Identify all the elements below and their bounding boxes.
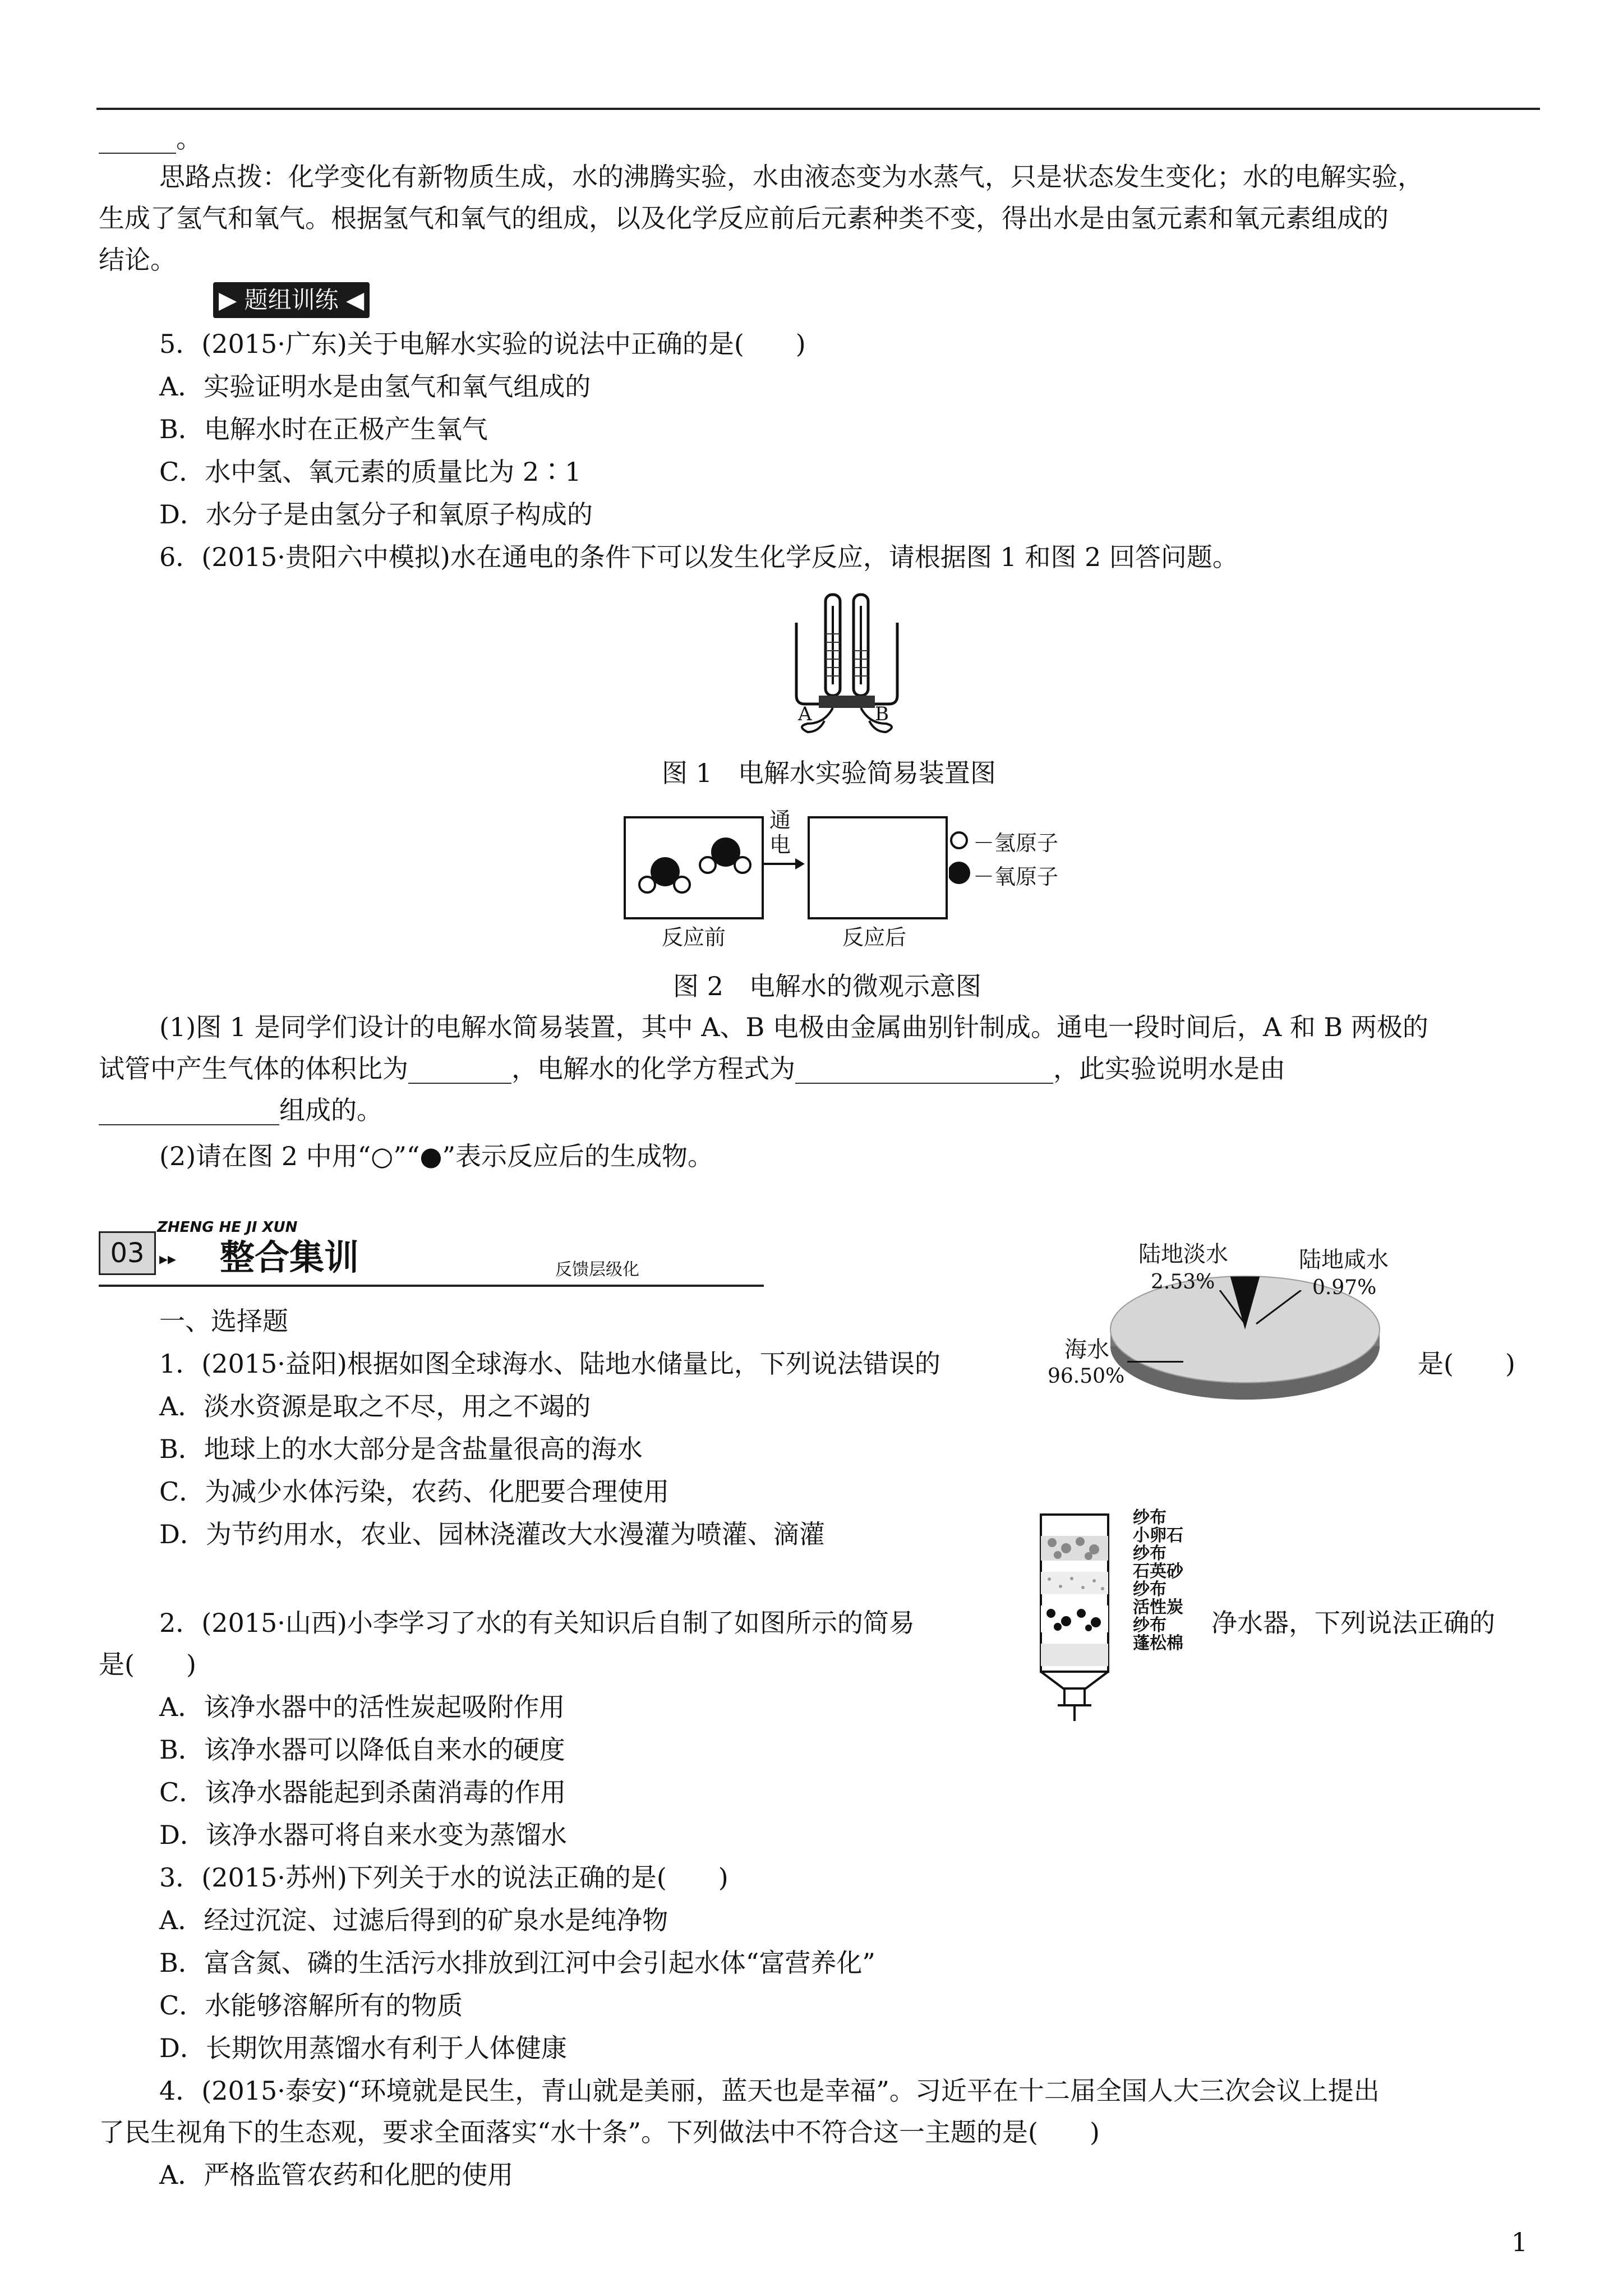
q2-option-d: D．该净水器可将自来水变为蒸馏水 (159, 1820, 567, 1850)
q1-option-d: D．为节约用水，农业、园林浇灌改大水漫灌为喷灌、滴灌 (159, 1519, 825, 1549)
section-title: 整合集训 (220, 1237, 359, 1278)
q6-part1-line1: (1)图 1 是同学们设计的电解水简易装置，其中 A、B 电极由金属曲别针制成。通电一段时间后，A 和 B 两极的 (159, 1012, 1428, 1042)
pie-label-fresh-value: 2.53% (1151, 1271, 1215, 1294)
reaction-before-box (624, 816, 764, 919)
play-right-icon: ▶ (219, 286, 237, 314)
water-filter-figure (1035, 1509, 1114, 1722)
q4-option-a: A．严格监管农药和化肥的使用 (159, 2160, 514, 2190)
before-label: 反应前 (662, 925, 726, 950)
legend-hydrogen: －氢原子 (973, 831, 1059, 855)
reaction-after-box (808, 816, 948, 919)
q1-option-b: B．地球上的水大部分是含盐量很高的海水 (159, 1434, 643, 1464)
filter-layer-label: 蓬松棉 (1133, 1634, 1183, 1653)
top-rule (96, 108, 1540, 110)
section-number: 03 (99, 1231, 156, 1275)
hint-line-3: 结论。 (99, 245, 176, 275)
electrode-b-label: B (875, 703, 889, 725)
pie-label-sea-value: 96.50% (1048, 1365, 1125, 1388)
filter-layer-label: 活性炭 (1133, 1598, 1183, 1617)
q6-part2: (2)请在图 2 中用“○”“●”表示反应后的生成物。 (159, 1141, 714, 1171)
pie-sea-leader (1127, 1361, 1183, 1363)
q2-stem: 2．(2015·山西)小李学习了水的有关知识后自制了如图所示的简易 (159, 1608, 915, 1638)
q5-option-a: A．实验证明水是由氢气和氧气组成的 (159, 371, 591, 402)
q1-option-c: C．为减少水体污染，农药、化肥要合理使用 (159, 1476, 670, 1507)
q2-option-c: C．该净水器能起到杀菌消毒的作用 (159, 1777, 566, 1807)
arrow-condition-label: 通电 (769, 808, 791, 857)
pie-label-fresh-name: 陆地淡水 (1138, 1241, 1228, 1267)
pie-label-salt-name: 陆地咸水 (1299, 1247, 1389, 1273)
q1-option-a: A．淡水资源是取之不尽，用之不竭的 (159, 1391, 591, 1421)
q3-option-a: A．经过沉淀、过滤后得到的矿泉水是纯净物 (159, 1905, 668, 1935)
filter-layer-label: 小卵石 (1133, 1526, 1183, 1545)
q6-part1-line2: 试管中产生气体的体积比为________，电解水的化学方程式为____________________，此实验说明水是由 (99, 1053, 1285, 1084)
q3-option-d: D．长期饮用蒸馏水有利于人体健康 (159, 2033, 567, 2063)
q3-option-b: B．富含氮、磷的生活污水排放到江河中会引起水体“富营养化” (159, 1948, 875, 1978)
q2-option-b: B．该净水器可以降低自来水的硬度 (159, 1734, 565, 1765)
pie-label-sea-name: 海水 (1064, 1337, 1109, 1363)
section-rule (99, 1285, 764, 1287)
q1-stem-end: 是( ) (1418, 1349, 1515, 1379)
legend-icons (949, 829, 971, 885)
hint-line-2: 生成了氢气和氧气。根据氢气和氧气的组成，以及化学反应前后元素种类不变，得出水是由氢元素和氧元素组成的 (99, 203, 1389, 233)
q6-stem: 6．(2015·贵阳六中模拟)水在通电的条件下可以发生化学反应，请根据图 1 和图 2 回答问题。 (159, 542, 1238, 572)
after-label: 反应后 (842, 925, 907, 950)
filter-layer-labels (1133, 1509, 1183, 1653)
q2-stem-end: 净水器，下列说法正确的 (1211, 1608, 1495, 1638)
q5-option-c: C．水中氢、氧元素的质量比为 2∶1 (159, 457, 582, 487)
answer-blank: ______。 (99, 123, 202, 154)
figure2-caption: 图 2 电解水的微观示意图 (673, 971, 981, 1001)
figure1-caption: 图 1 电解水实验简易装置图 (662, 758, 996, 788)
q1-stem: 1．(2015·益阳)根据如图全球海水、陆地水储量比，下列说法错误的 (159, 1349, 940, 1379)
pie-leader-lines (1206, 1290, 1318, 1335)
page-number: 1 (1511, 2227, 1528, 2257)
hint-line-1: 思路点拨：化学变化有新物质生成，水的沸腾实验，水由液态变为水蒸气，只是状态发生变化；水的电解实验， (159, 162, 1423, 192)
badge-label: 题组训练 (244, 286, 339, 314)
play-left-icon: ◀ (346, 286, 365, 314)
q3-stem: 3．(2015·苏州)下列关于水的说法正确的是( ) (159, 1862, 728, 1893)
water-molecules (626, 818, 762, 917)
section-pinyin: ZHENG HE JI XUN (157, 1219, 298, 1236)
q5-stem: 5．(2015·广东)关于电解水实验的说法中正确的是( ) (159, 329, 806, 359)
filter-layer-label: 纱布 (1133, 1580, 1166, 1599)
q6-part1-line3: ______________组成的。 (99, 1095, 382, 1125)
q2-stem-2: 是( ) (99, 1649, 196, 1680)
q4-stem-2: 了民生视角下的生态观，要求全面落实“水十条”。下列做法中不符合这一主题的是( ) (99, 2117, 1100, 2147)
q3-option-c: C．水能够溶解所有的物质 (159, 1990, 463, 2021)
part-title: 一、选择题 (159, 1306, 288, 1336)
double-arrow-icon: ▸▸ (159, 1249, 177, 1269)
filter-layer-label: 石英砂 (1133, 1562, 1183, 1581)
filter-layer-label: 纱布 (1133, 1544, 1166, 1563)
arrow-icon (763, 855, 805, 872)
legend-oxygen: －氧原子 (973, 864, 1059, 889)
section-subtitle: 反馈层级化 (555, 1260, 639, 1280)
group-training-badge (213, 282, 370, 318)
q5-option-d: D．水分子是由氢分子和氧原子构成的 (159, 499, 593, 530)
filter-layer-label: 纱布 (1133, 1508, 1166, 1527)
electrode-a-label: A (798, 703, 812, 725)
q5-option-b: B．电解水时在正极产生氧气 (159, 414, 488, 444)
q4-stem-1: 4．(2015·泰安)“环境就是民生，青山就是美丽，蓝天也是幸福”。习近平在十二届全国人大三次会议上提出 (159, 2076, 1380, 2106)
q2-option-a: A．该净水器中的活性炭起吸附作用 (159, 1692, 565, 1722)
pie-label-salt-value: 0.97% (1312, 1276, 1377, 1299)
filter-layer-label: 纱布 (1133, 1616, 1166, 1635)
